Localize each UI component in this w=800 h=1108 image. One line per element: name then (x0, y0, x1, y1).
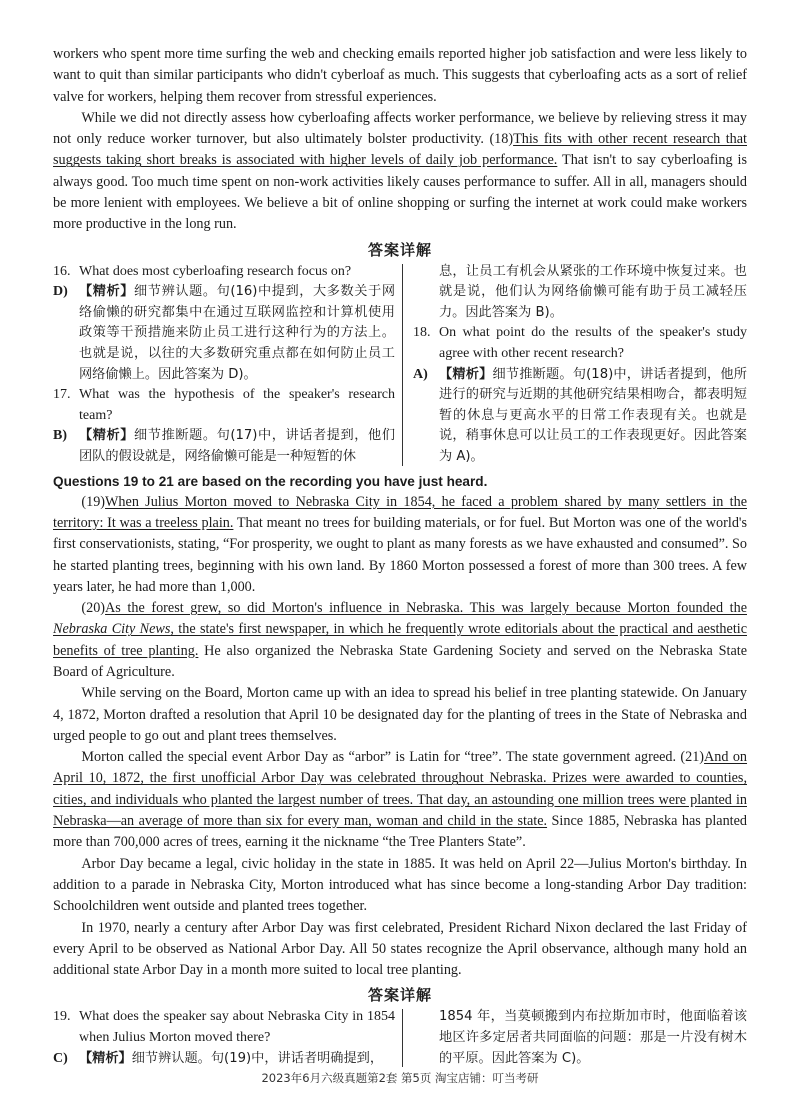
passage2-paragraph-5: Arbor Day became a legal, civic holiday in the state in 1885. It was held on April 22—Julius Morton's birthday. In addition to a parade in Nebraska City, Morton introduced what has since become a long-standing Arbor Day tradition: Schoolchildren went outside and planted trees together. (53, 855, 747, 915)
passage2-paragraph-1: (19)When Julius Morton moved to Nebraska City in 1854, he faced a problem shared by many settlers in the territory: It was a treeless plain. That meant no trees for building materials, or for fuel. But Morton was one of the world's first conservationists, stating, “For prosperity, we ought to plant as many forests as we have exhausted and consumed”. So he started planting trees, beginning with his own land. By 1860 Morton possessed a forest of more than 300 trees. A few years later, he had more than 1,000. (53, 493, 747, 595)
page-footer: 2023年6月六级真题第2套 第5页 淘宝店铺：叮当考研 (261, 1071, 539, 1085)
underlined-sentence-19: When Julius Morton moved to Nebraska City in 1854, he faced a problem shared by many settlers in the territory: It was a treeless plain. (53, 493, 747, 531)
passage2-paragraph-4: Morton called the special event Arbor Day as “arbor” is Latin for “tree”. The state government agreed. (21)And on April 10, 1872, the first unofficial Arbor Day was celebrated throughout Nebraska. Prizes were awarded to counties, cities, and individuals who planted the largest number of trees. That day, an astounding one million trees were planted in Nebraska—an average of more than six for every man, woman and child in the state. Since 1885, Nebraska has planted more than 700,000 acres of trees, earning it the nickname “the Tree Planters State”. (53, 749, 748, 851)
passage2-paragraph-3: While serving on the Board, Morton came up with an idea to spread his belief in tree planting statewide. On January 4, 1872, Morton drafted a resolution that April 10 be designated day for the planting of trees in the State of Nebraska and urged people to go out and plant trees themselves. (53, 685, 747, 744)
answers-title-1: 答案详解 (367, 240, 432, 259)
answer-18: A) 【精析】细节推断题。句(18)中，讲话者提到，他所进行的研究与近期的其他研究结果相吻合，都表明短暂的休息与更高水平的日常工作表现有关。也就是说，稍事休息可以让员工的工作表现更好。因此答案为 A)。 (413, 366, 747, 465)
column-divider-2 (402, 1009, 403, 1067)
question-18: 18. On what point do the results of the speaker's study agree with other recent research? (413, 325, 747, 362)
answers2-right-column (404, 1007, 747, 1069)
answer-19: C) 【精析】细节辨认题。句(19)中，讲话者明确提到， (53, 1050, 384, 1066)
questions-19-21-heading: Questions 19 to 21 are based on the recording you have just heard. (53, 473, 488, 489)
page-content (53, 44, 747, 1069)
answers-block-2 (53, 1007, 747, 1069)
question-19: 19. What does the speaker say about Nebraska City in 1854 when Julius Morton moved there? (53, 1009, 395, 1046)
question-16: 16. What does most cyberloafing research focus on? (53, 263, 352, 279)
question-17: 17. What was the hypothesis of the speaker's research team? (53, 387, 395, 423)
underlined-sentence-21: And on April 10, 1872, the first unofficial Arbor Day was celebrated throughout Nebraska. Prizes were awarded to counties, cities, and individuals who planted the largest number of trees. That day, an astounding one million trees were planted in Nebraska—an average of more than six for every man, woman and child in the state. (53, 749, 748, 830)
answers-left-column (53, 262, 404, 468)
passage1-paragraph-1: workers who spent more time surfing the web and checking emails reported higher job satisfaction and were less likely to want to quit than similar participants who didn't cyberloaf as much. This suggests that cyberloafing acts as a sort of relief valve for workers, helping them recover from stressful experiences. (53, 46, 747, 105)
column-divider (402, 264, 403, 466)
answer-16: D) 【精析】细节辨认题。句(16)中提到，大多数关于网络偷懒的研究都集中在通过互联网监控和计算机使用政策等干预措施来防止员工进行这种行为的方法上。也就是说，以往的大多数研究重点都在如何防止员工网络偷懒上。因此答案为 D)。 (53, 284, 396, 382)
answers-right-column (404, 262, 747, 468)
underlined-sentence-20: As the forest grew, so did Morton's influence in Nebraska. This was largely because Morton founded the Nebraska City News, the state's first newspaper, in which he frequently wrote editorials about the practical and aesthetic benefits of tree planting. (53, 600, 747, 659)
answer-17: B) 【精析】细节推断题。句(17)中，讲话者提到，他们团队的假设就是，网络偷懒可能是一种短暂的休 (53, 428, 396, 465)
passage2-paragraph-6: In 1970, nearly a century after Arbor Day was first celebrated, President Richard Nixon declared the last Friday of every April to be observed as National Arbor Day. All 50 states recognize the April observance, although many hold an additional state Arbor Day in a month more suited to local tree planting. (53, 919, 747, 979)
answer-19-continued: 1854 年，当莫顿搬到内布拉斯加市时，他面临着该地区许多定居者共同面临的问题：那是一片没有树木的平原。因此答案为 C)。 (439, 1009, 747, 1066)
passage2-paragraph-2: (20)As the forest grew, so did Morton's influence in Nebraska. This was largely because Morton founded the Nebraska City News, the state's first newspaper, in which he frequently wrote editorials about the practical and aesthetic benefits of tree planting. He also organized the Nebraska State Gardening Society and served on the Nebraska State Board of Agriculture. (53, 600, 747, 680)
underlined-sentence-18: This fits with other recent research that suggests taking short breaks is associated with higher levels of daily job performance. (53, 131, 747, 169)
answers-title-2: 答案详解 (367, 986, 432, 1005)
answers2-left-column (53, 1007, 404, 1069)
answers-block-1 (53, 262, 747, 468)
answer-17-continued: 息，让员工有机会从紧张的工作环境中恢复过来。也就是说，他们认为网络偷懒可能有助于员工减轻压力。因此答案为 B)。 (439, 263, 747, 320)
passage1-paragraph-2: While we did not directly assess how cyberloafing affects worker performance, we believe by relieving stress it may not only reduce worker turnover, but also ultimately bolster productivity. (18)This fits with other recent research that suggests taking short breaks is associated with higher levels of daily job performance. That isn't to say cyberloafing is always good. Too much time spent on non-work activities likely causes performance to suffer. All in all, managers should be more lenient with employees. We believe a bit of online shopping or surfing the internet at work could make workers more productive in the long run. (53, 109, 747, 233)
